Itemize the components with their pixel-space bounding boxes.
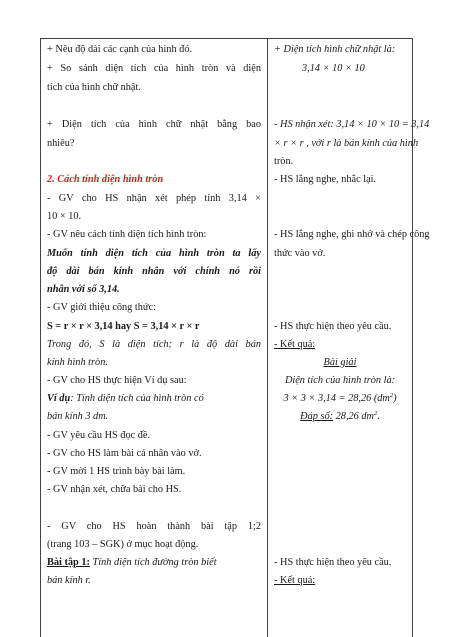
exercise-line [47, 556, 217, 569]
text-line: - GV cho HS thực hiện Ví dụ sau: [47, 375, 187, 386]
solution-line: Diện tích của hình tròn là: [284, 375, 396, 386]
text-line: × r × r , với r là bán kính của hình [274, 138, 419, 149]
lesson-table [40, 38, 430, 637]
text-line: - GV cho HS làm bài cá nhân vào vở. [47, 448, 202, 459]
text-line: - HS nhận xét: 3,14 × 10 × 10 = 3,14 [274, 119, 430, 130]
exercise-text: Tính diện tích đường tròn biết [89, 557, 217, 568]
text-line: bán kính 3 dm. [47, 411, 109, 422]
exercise-label: Bài tập 1: [47, 557, 90, 568]
text-line: nhiêu? [47, 138, 75, 149]
text-line: - GV mời 1 HS trình bày bài làm. [47, 466, 186, 477]
student-activity-column [268, 39, 430, 637]
text-line: 10 × 10. [47, 211, 82, 222]
text-line: - GV nhận xét, chữa bài cho HS. [47, 484, 182, 495]
text-line: - HS lắng nghe, ghi nhớ và chép công [274, 229, 430, 240]
text-line: - GV nêu cách tính diện tích hình tròn: [47, 229, 207, 240]
text-line: Trong đó, S là diện tích; r là độ dài bán [47, 339, 261, 350]
example-label: Ví dụ [47, 393, 71, 404]
text-line: - GV cho HS hoàn thành bài tập 1;2 [47, 521, 261, 532]
text-line: + Nêu độ dài các cạnh của hình đó. [47, 44, 193, 55]
text-line: + Diện tích của hình chữ nhật bằng bao [47, 119, 261, 130]
result-label: - Kết quả: [274, 339, 316, 350]
answer-label: Đáp số: [300, 411, 334, 422]
formula: S = r × r × 3,14 hay S = 3,14 × r × r [47, 321, 200, 332]
rule-text: nhân với số 3,14. [47, 284, 120, 295]
solution-calc: 3 × 3 × 3,14 = 28,26 $(dm^2)$ [283, 392, 397, 404]
result-label: - Kết quả: [274, 575, 316, 586]
text-line: + So sánh diện tích của hình tròn và diện [47, 63, 261, 74]
text-line: + Diện tích hình chữ nhật là: [274, 44, 396, 55]
teacher-activity-column [41, 39, 267, 637]
text-line: tích của hình chữ nhật. [47, 82, 141, 93]
text-line: bán kính r. [47, 575, 91, 586]
text-line: 3,14 × 10 × 10 [302, 63, 365, 74]
text-line: - HS thực hiện theo yêu cầu. [274, 557, 392, 568]
text-line: kính hình tròn. [47, 357, 108, 368]
solution-heading: Bài giải [323, 357, 357, 368]
text-line: - HS lắng nghe, nhắc lại. [274, 174, 377, 185]
rule-text: Muốn tính diện tích của hình tròn ta lấy [47, 248, 261, 259]
text-line: - GV yêu cầu HS đọc đề. [47, 430, 151, 441]
answer-line: Đáp số: 28,26 $dm^2$. [300, 410, 380, 422]
text-line: - HS thực hiện theo yêu cầu. [274, 321, 392, 332]
text-line: - GV giới thiệu công thức: [47, 302, 156, 313]
rule-text: độ dài bán kính nhân với chính nó rồi [47, 266, 261, 277]
text-line: thức vào vở. [274, 248, 326, 259]
example-line [47, 392, 204, 405]
section-heading: 2. Cách tính diện hình tròn [47, 174, 164, 185]
text-line: tròn. [274, 156, 294, 167]
example-text: : Tính diện tích của hình tròn có [70, 393, 204, 404]
text-line: - GV cho HS nhận xét phép tính 3,14 × [47, 193, 261, 204]
text-line: (trang 103 – SGK) ở mục hoạt động. [47, 539, 199, 550]
